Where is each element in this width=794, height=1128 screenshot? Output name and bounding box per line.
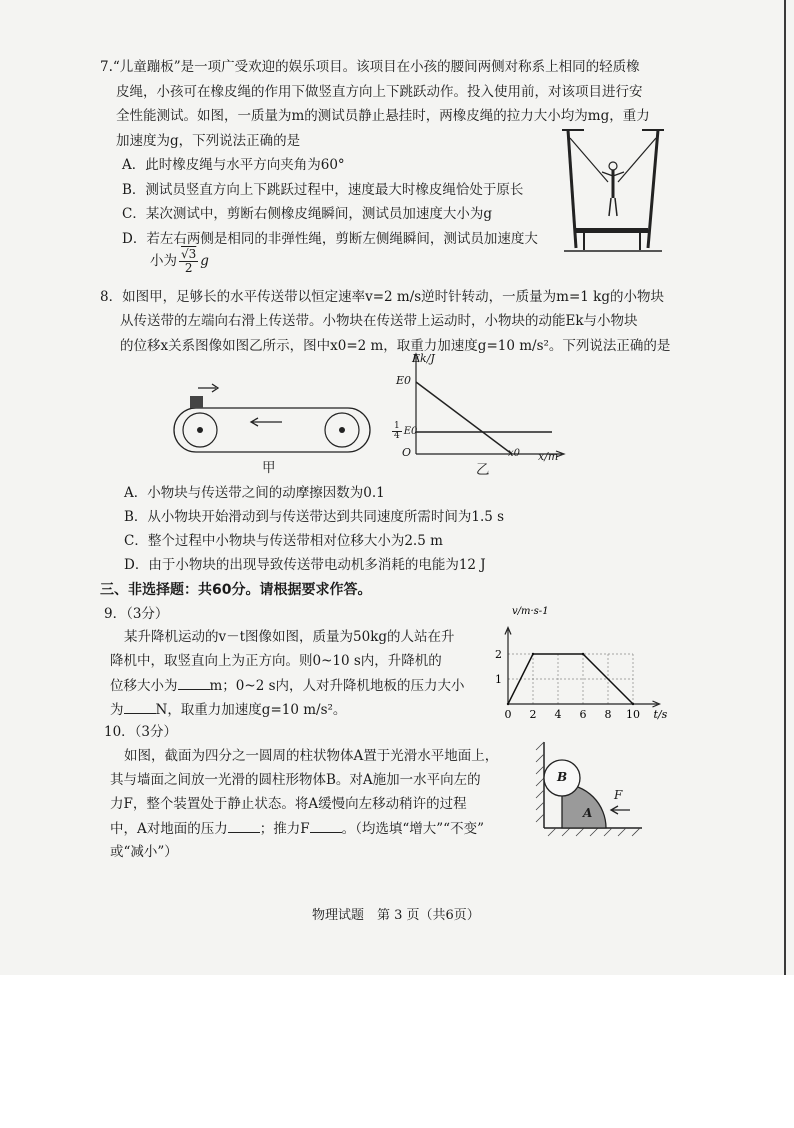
q10-line4-part-c: 。（均选填“增大”“不变” xyxy=(341,821,484,837)
force-F-label: F xyxy=(614,788,623,802)
q7-stem-line-1: 7.“儿童蹦板”是一项广受欢迎的娱乐项目。该项目在小孩的腰间两侧对称系上相同的轻质橡 xyxy=(100,59,640,75)
vt-grid xyxy=(508,654,633,704)
q8-option-a: A．小物块与传送带之间的动摩擦因数为0.1 xyxy=(124,485,385,501)
graph-E0-label: E0 xyxy=(396,374,412,387)
q9-line3-part-a: 位移大小为 xyxy=(110,678,178,694)
answer-blank-displacement[interactable] xyxy=(178,675,210,690)
q9-line3-part-b: m；0~2 s内，人对升降机地板的压力大小 xyxy=(209,678,465,694)
vt-axes xyxy=(505,628,660,708)
vt-chart xyxy=(490,604,670,722)
q10-stem-line-3: 力F，整个装置处于静止状态。将A缓慢向左移动稍许的过程 xyxy=(110,796,467,812)
q7-sqrt3-over-2 xyxy=(179,248,198,275)
q9-stem-line-2: 降机中，取竖直向上为正方向。则0~10 s内，升降机的 xyxy=(110,653,442,669)
q9-line4-part-a: 为 xyxy=(110,702,124,718)
x-tick-label: 6 xyxy=(579,708,587,721)
q10-stem-line-2: 其与墙面之间放一光滑的圆柱形物体B。对A施加一水平向左的 xyxy=(110,772,481,788)
q7-stem-line-4: 加速度为g，下列说法正确的是 xyxy=(116,133,301,149)
x-tick-label: 4 xyxy=(554,708,562,721)
page-footer: 物理试题 第 3 页（共6页） xyxy=(312,908,480,923)
frac-numerator: √3 xyxy=(181,247,197,261)
q7-option-b: B．测试员竖直方向上下跳跃过程中，速度最大时橡皮绳恰处于原长 xyxy=(122,182,524,198)
q7-option-c: C．某次测试中，剪断右侧橡皮绳瞬间，测试员加速度大小为g xyxy=(122,206,492,222)
trampoline-figure xyxy=(562,128,664,254)
block-A-label: A xyxy=(583,806,593,820)
graph-x0-label: x0 xyxy=(508,448,521,459)
graph-xlabel: x/m xyxy=(538,450,559,463)
answer-blank-push-force[interactable] xyxy=(310,818,342,833)
q9-stem-line-1: 某升降机运动的v－t图像如图，质量为50kg的人站在升 xyxy=(124,629,455,645)
vt-series-line xyxy=(508,654,633,704)
vt-point-3 xyxy=(632,703,634,705)
graph-ylabel: Ek/J xyxy=(412,352,435,365)
q8-stem-line-2: 从传送带的左端向右滑上传送带。小物块在传送带上运动时，小物块的动能Ek与小物块 xyxy=(120,313,638,329)
x-tick-label: 8 xyxy=(604,708,612,721)
q9-line4-part-b: N，取重力加速度g=10 m/s²。 xyxy=(155,702,347,718)
q10-stem-line-1: 如图，截面为四分之一圆周的柱状物体A置于光滑水平地面上， xyxy=(124,748,499,764)
graph-origin-label: O xyxy=(402,446,412,459)
q10-heading: 10．（3分） xyxy=(104,724,178,740)
q8-option-c: C．整个过程中小物块与传送带相对位移大小为2.5 m xyxy=(124,533,443,549)
fig-label-jia: 甲 xyxy=(262,460,276,476)
q7-option-d: D．若左右两侧是相同的非弹性绳，剪断左侧绳瞬间，测试员加速度大 xyxy=(122,231,538,247)
q8-option-d: D．由于小物块的出现导致传送带电动机多消耗的电能为12 J xyxy=(124,557,486,573)
frac-denominator: 2 xyxy=(184,261,193,275)
answer-blank-pressure[interactable] xyxy=(124,699,156,714)
q7-option-a: A．此时橡皮绳与水平方向夹角为60° xyxy=(122,157,345,173)
y-tick-label: 2 xyxy=(495,648,502,661)
q7-option-d-cont xyxy=(150,246,209,276)
x-tick-label: 10 xyxy=(626,708,640,721)
x-tick-label: 0 xyxy=(504,708,512,721)
q9-stem-line-4 xyxy=(110,699,346,720)
q7-stem-line-3: 全性能测试。如图，一质量为m的测试员静止悬挂时，两橡皮绳的拉力大小均为mg，重力 xyxy=(116,108,650,124)
fig-label-yi: 乙 xyxy=(476,462,490,478)
q10-stem-line-4 xyxy=(110,818,484,839)
vt-point-2 xyxy=(582,653,584,655)
q9-stem-line-3 xyxy=(110,675,465,696)
ek-x-graph xyxy=(392,348,572,466)
quarter-E0: E0 xyxy=(403,426,418,437)
scan-edge-line xyxy=(784,0,786,975)
q8-option-b: B．从小物块开始滑动到与传送带达到共同速度所需时间为1.5 s xyxy=(124,509,505,525)
vt-point-1 xyxy=(532,653,534,655)
y-tick-label: 1 xyxy=(495,673,502,686)
q8-stem-line-1: 8．如图甲，足够长的水平传送带以恒定速率v=2 m/s逆时针转动，一质量为m=1 kg的小物块 xyxy=(100,289,664,305)
q7-option-d-prefix: 小为 xyxy=(150,253,177,269)
y-axis-label: v/m·s-1 xyxy=(512,606,549,617)
q7-stem-line-2: 皮绳，小孩可在橡皮绳的作用下做竖直方向上下跳跃动作。投入使用前，对该项目进行安 xyxy=(116,84,643,100)
q10-line4-part-b: ；推力F xyxy=(259,821,310,837)
frac-denominator: 4 xyxy=(394,431,400,441)
quarter-fraction xyxy=(392,422,402,441)
graph-quarter-E0-label xyxy=(390,422,417,441)
x-tick-label: 2 xyxy=(529,708,537,721)
q10-line4-part-a: 中，A对地面的压力 xyxy=(110,821,228,837)
q7-option-d-suffix: g xyxy=(200,253,209,269)
x-axis-label: t/s xyxy=(653,708,668,721)
section-3-heading: 三、非选择题：共60分。请根据要求作答。 xyxy=(100,582,372,598)
vt-point-0 xyxy=(507,703,509,705)
answer-blank-ground-force[interactable] xyxy=(228,818,260,833)
q8-stem-line-3: 的位移x关系图像如图乙所示，图中x0=2 m，取重力加速度g=10 m/s²。下列说法正确的是 xyxy=(120,338,671,354)
quarter-circle-figure xyxy=(534,740,646,840)
cylinder-B-label: B xyxy=(557,770,568,784)
q10-stem-line-5: 或“减小”） xyxy=(110,844,178,860)
q9-heading: 9．（3分） xyxy=(104,606,169,622)
frac-numerator: 1 xyxy=(394,421,400,431)
